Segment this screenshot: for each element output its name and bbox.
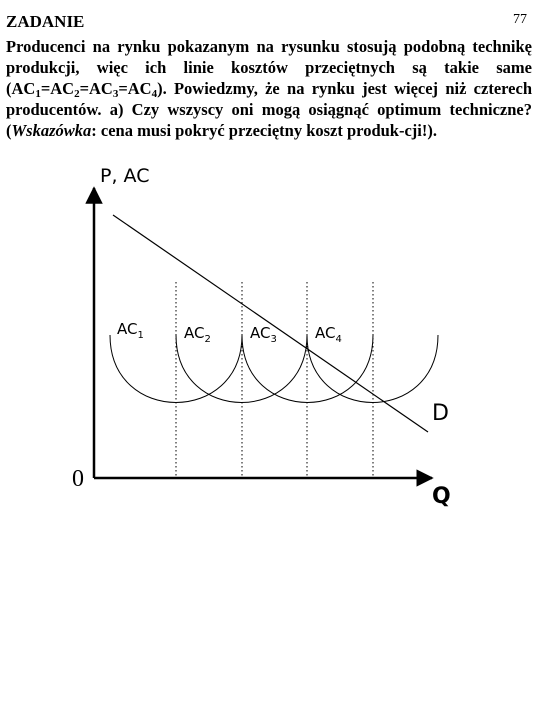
task-question: ). Powiedzmy, że na rynku jest więcej niż czterech producentów. a) Czy wszyscy oni mogą osiągnąć optimum techniczne? ( [6, 79, 532, 140]
x-axis-label: Q [432, 484, 451, 509]
demand-label: D [432, 401, 449, 426]
ac2-label: $AC_2$ [184, 324, 211, 345]
origin-label: 0 [72, 466, 84, 492]
demand-line [113, 215, 428, 432]
ac-equality-2: $AC_2=$ [50, 79, 89, 100]
task-title: ZADANIE [6, 12, 85, 31]
ac-equality-1: $AC_1=$ [11, 79, 51, 100]
y-axis-label: P, AC [100, 165, 150, 187]
task-intro: Producenci na rynku pokazanym na rysunku stosują podobną technikę produkcji, więc ich linie kosztów przeciętnych są takie same ( [6, 37, 532, 98]
ac4-label: $AC_4$ [315, 324, 342, 345]
page-number: 77 [513, 12, 527, 27]
hint-text: : cena musi pokryć przeciętny koszt produk-cji!). [91, 121, 437, 140]
ac1-label: $AC_1$ [117, 320, 144, 341]
ac-equality-3: $AC_3=$ [89, 79, 128, 100]
hint-label: Wskazówka [11, 121, 92, 140]
ac1-curve [110, 335, 242, 403]
ac3-label: $AC_3$ [250, 324, 277, 345]
ac-equality-4: $AC_4$ [127, 79, 158, 100]
dotted-guides [176, 282, 373, 478]
